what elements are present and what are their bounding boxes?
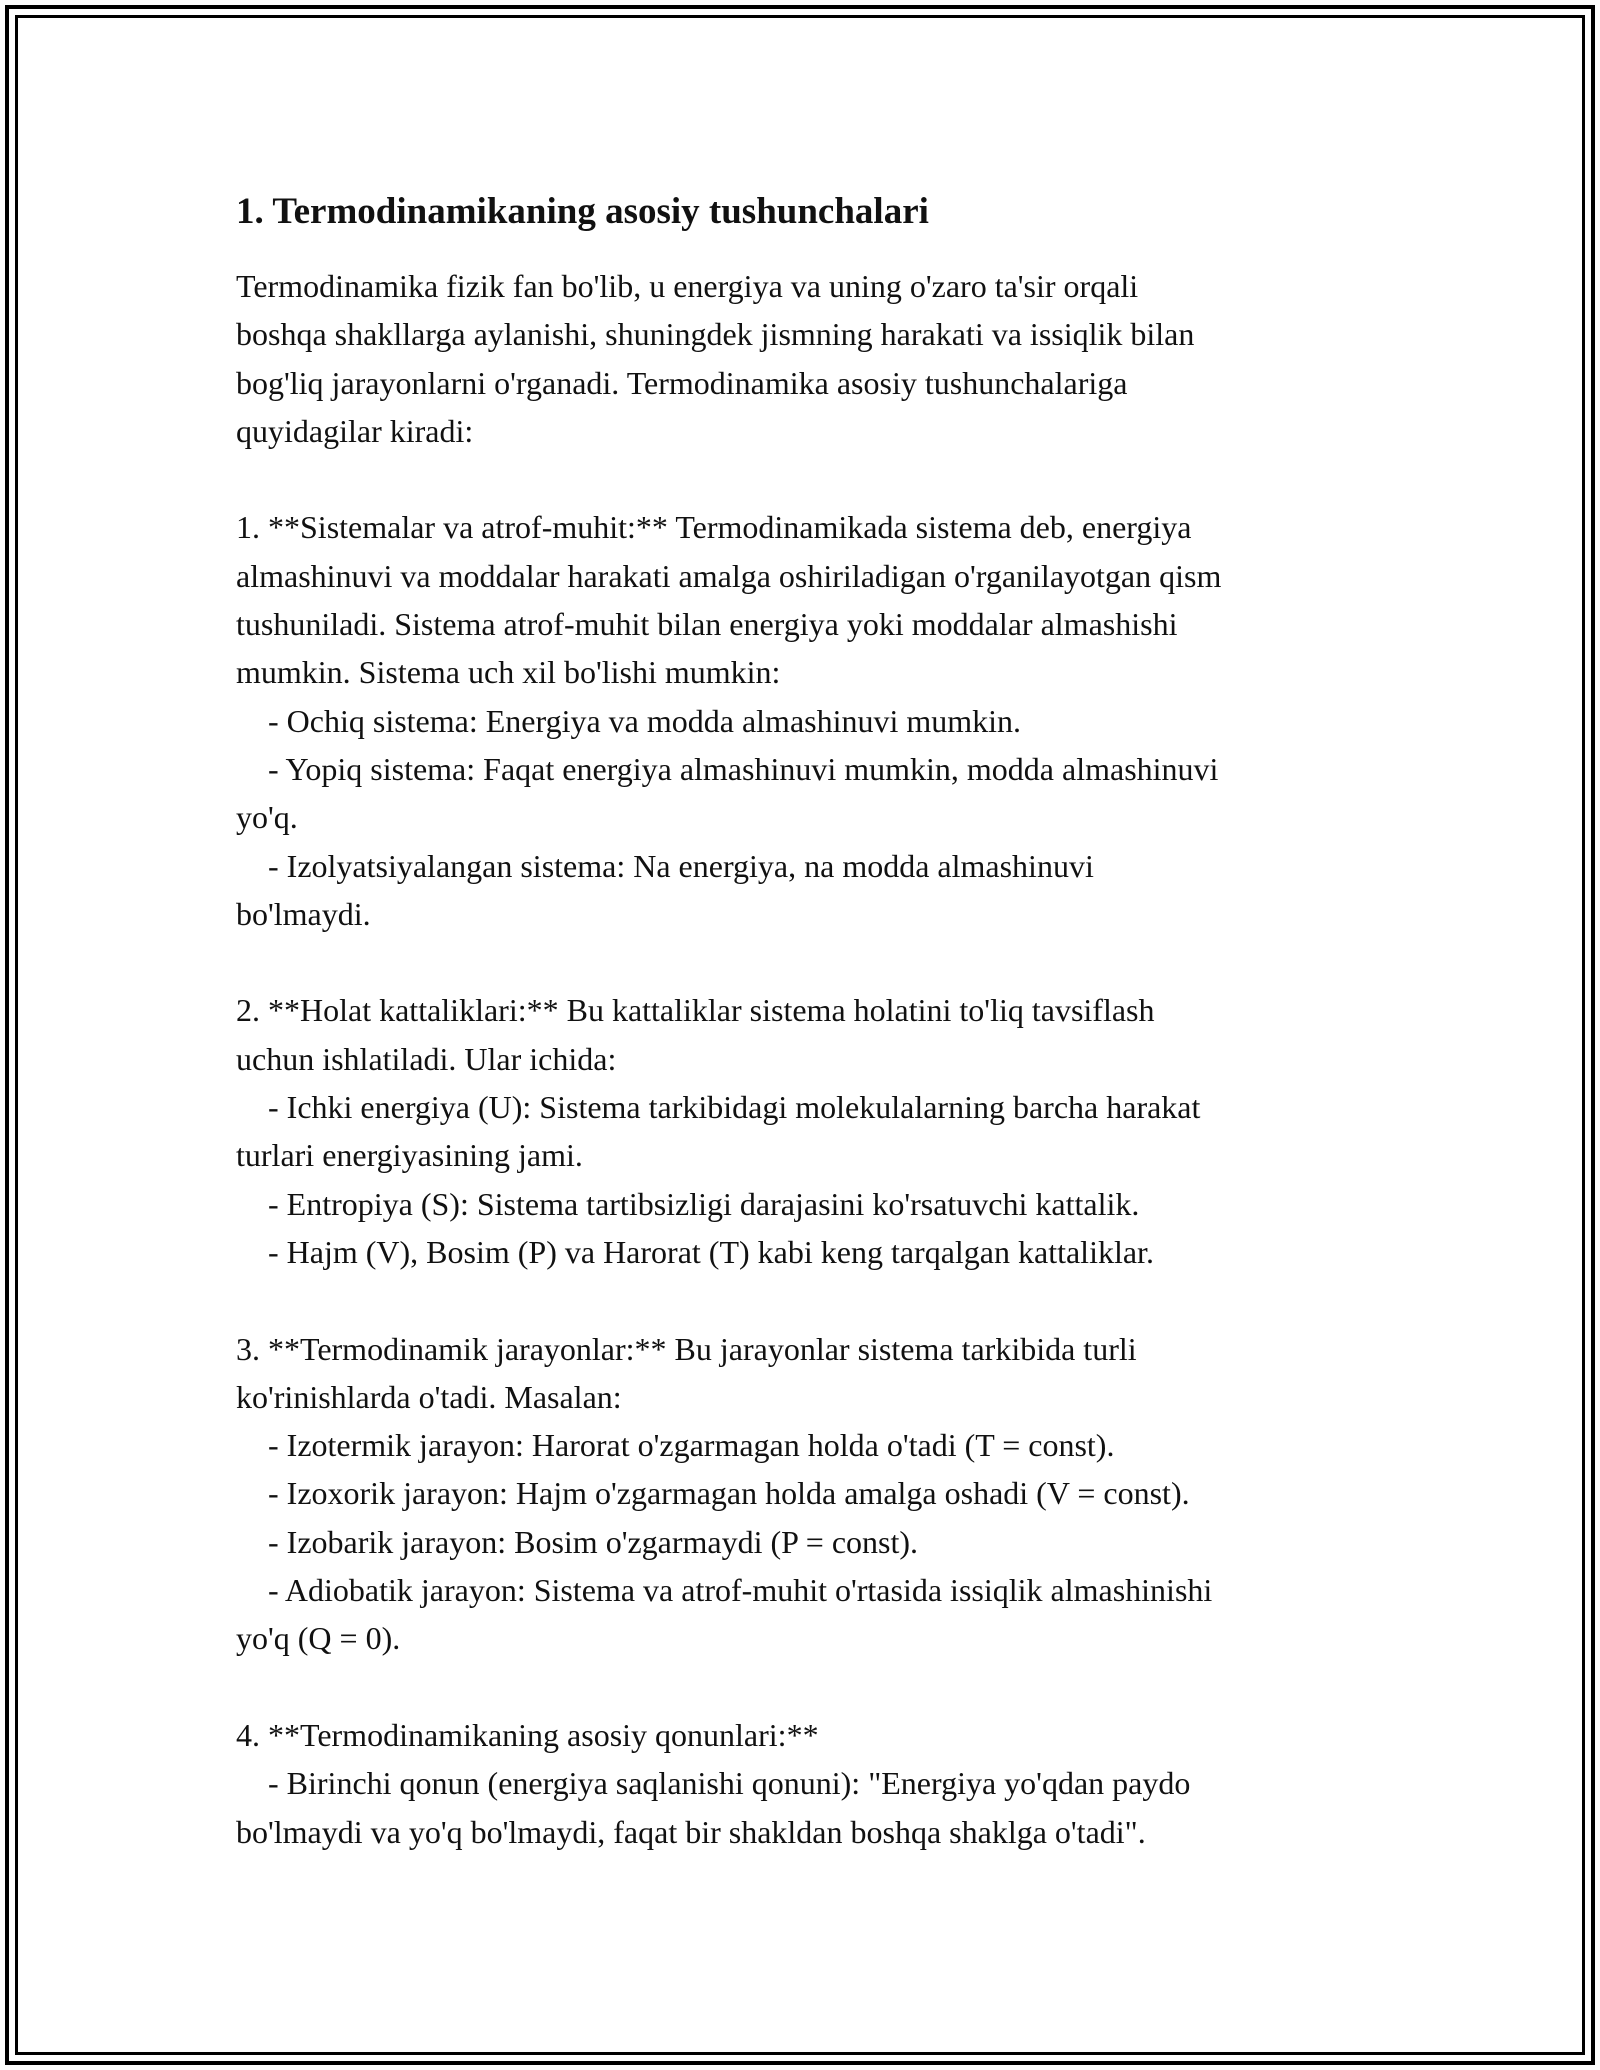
document-title: 1. Termodinamikaning asosiy tushunchalari	[236, 191, 929, 232]
document-content	[236, 188, 1386, 1856]
document-body: Termodinamika fizik fan bo'lib, u energiya va uning o'zaro ta'sir orqali boshqa shakllarga aylanishi, shuningdek jismning harakati va issiqlik bilan bog'liq jarayonlarni o'rganadi. Termodinamika asosiy tushunchalariga quyidagilar kiradi: 1. **Sistemalar va atrof-muhit:** Termodinamikada sistema deb, energiya almashinuvi va moddalar harakati amalga oshiriladigan o'rganilayotgan qism tushuniladi. Sistema atrof-muhit bilan energiya yoki moddalar almashishi mumkin. Sistema uch xil bo'lishi mumkin: - Ochiq sistema: Energiya va modda almashinuvi mumkin. - Yopiq sistema: Faqat energiya almashinuvi mumkin, modda almashinuvi yo'q. - Izolyatsiyalangan sistema: Na energiya, na modda almashinuvi bo'lmaydi. 2. **Holat kattaliklari:** Bu kattaliklar sistema holatini to'liq tavsiflash uchun ishlatiladi. Ular ichida: - Ichki energiya (U): Sistema tarkibidagi molekulalarning barcha harakat turlari energiyasining jami. - Entropiya (S): Sistema tartibsizligi darajasini ko'rsatuvchi kattalik. - Hajm (V), Bosim (P) va Harorat (T) kabi keng tarqalgan kattaliklar. 3. **Termodinamik jarayonlar:** Bu jarayonlar sistema tarkibida turli ko'rinishlarda o'tadi. Masalan: - Izotermik jarayon: Harorat o'zgarmagan holda o'tadi (T = const). - Izoxorik jarayon: Hajm o'zgarmagan holda amalga oshadi (V = const). - Izobarik jarayon: Bosim o'zgarmaydi (P = const). - Adiobatik jarayon: Sistema va atrof-muhit o'rtasida issiqlik almashinishi yo'q (Q = 0). 4. **Termodinamikaning asosiy qonunlari:** - Birinchi qonun (energiya saqlanishi qonuni): "Energiya yo'qdan paydo bo'lmaydi va yo'q bo'lmaydi, faqat bir shakldan boshqa shaklga o'tadi".	[236, 268, 1222, 1850]
